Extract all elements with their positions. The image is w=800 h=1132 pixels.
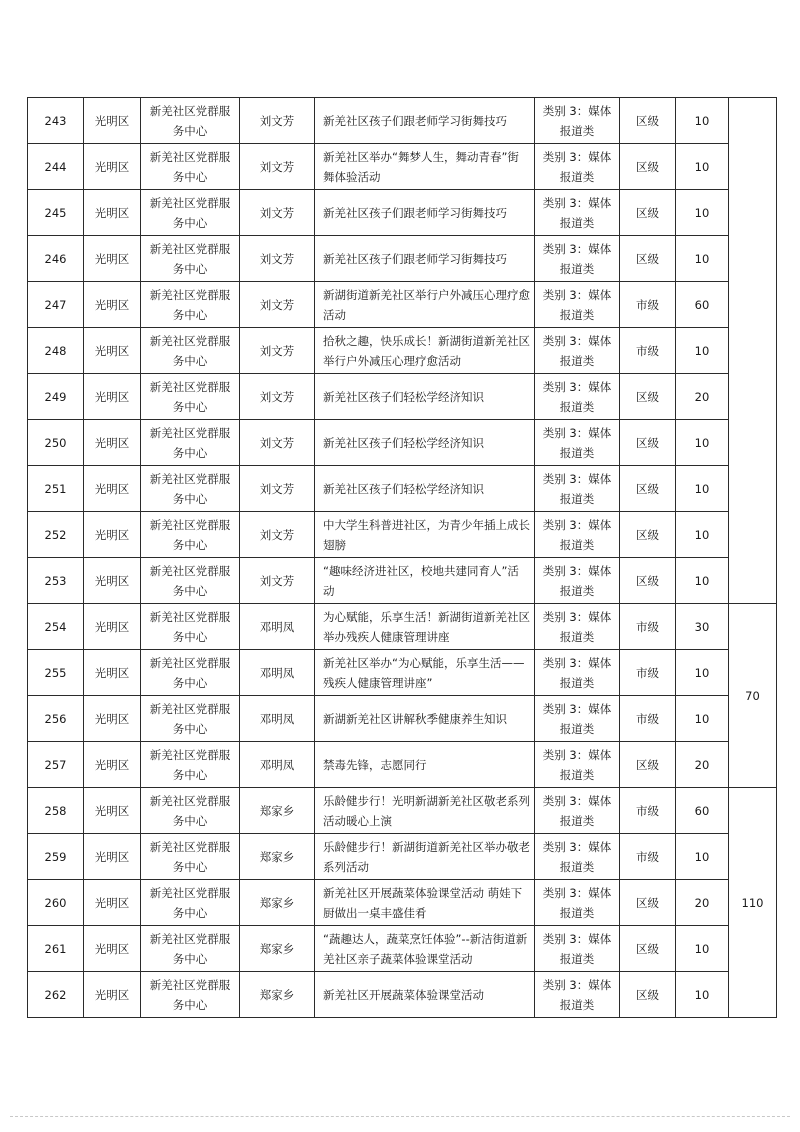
row-number-cell: 245: [28, 190, 84, 236]
table-row: [28, 650, 777, 696]
row-number-cell: 255: [28, 650, 84, 696]
person-cell: 刘文芳: [240, 374, 315, 420]
score-cell: 20: [676, 880, 729, 926]
organization-cell: 新羌社区党群服务中心: [141, 420, 240, 466]
table-row: [28, 696, 777, 742]
row-number-cell: 253: [28, 558, 84, 604]
score-cell: 60: [676, 788, 729, 834]
organization-cell: 新羌社区党群服务中心: [141, 558, 240, 604]
score-cell: 10: [676, 144, 729, 190]
person-cell: 刘文芳: [240, 328, 315, 374]
district-cell: 光明区: [84, 98, 141, 144]
row-number-cell: 260: [28, 880, 84, 926]
score-cell: 20: [676, 742, 729, 788]
table-row: [28, 236, 777, 282]
person-cell: 刘文芳: [240, 190, 315, 236]
report-title-cell: 新羌社区开展蔬菜体验课堂活动 萌娃下厨做出一桌丰盛佳肴: [315, 880, 535, 926]
level-cell: 市级: [620, 788, 676, 834]
report-title-cell: 新湖街道新羌社区举行户外减压心理疗愈活动: [315, 282, 535, 328]
row-number-cell: 259: [28, 834, 84, 880]
report-title-cell: “蔬趣达人，蔬菜烹饪体验”--新洁街道新羌社区亲子蔬菜体验课堂活动: [315, 926, 535, 972]
level-cell: 市级: [620, 604, 676, 650]
level-cell: 区级: [620, 236, 676, 282]
report-title-cell: 新羌社区开展蔬菜体验课堂活动: [315, 972, 535, 1018]
level-cell: 区级: [620, 144, 676, 190]
person-cell: 邓明凤: [240, 650, 315, 696]
person-cell: 邓明凤: [240, 696, 315, 742]
person-cell: 刘文芳: [240, 282, 315, 328]
district-cell: 光明区: [84, 144, 141, 190]
organization-cell: 新羌社区党群服务中心: [141, 466, 240, 512]
row-number-cell: 252: [28, 512, 84, 558]
organization-cell: 新羌社区党群服务中心: [141, 696, 240, 742]
organization-cell: 新羌社区党群服务中心: [141, 282, 240, 328]
report-title-cell: 新羌社区举办“为心赋能，乐享生活——残疾人健康管理讲座”: [315, 650, 535, 696]
category-cell: 类别 3：媒体报道类: [535, 374, 620, 420]
row-number-cell: 256: [28, 696, 84, 742]
organization-cell: 新羌社区党群服务中心: [141, 604, 240, 650]
score-cell: 10: [676, 466, 729, 512]
table-row: [28, 880, 777, 926]
person-cell: 郑家乡: [240, 880, 315, 926]
table-row: [28, 328, 777, 374]
row-number-cell: 262: [28, 972, 84, 1018]
report-title-cell: 乐龄健步行！新湖街道新羌社区举办敬老系列活动: [315, 834, 535, 880]
level-cell: 区级: [620, 374, 676, 420]
district-cell: 光明区: [84, 926, 141, 972]
level-cell: 市级: [620, 650, 676, 696]
person-cell: 刘文芳: [240, 420, 315, 466]
report-title-cell: 乐龄健步行！光明新湖新羌社区敬老系列活动暖心上演: [315, 788, 535, 834]
table-row: [28, 190, 777, 236]
table-row: [28, 466, 777, 512]
district-cell: 光明区: [84, 788, 141, 834]
score-cell: 10: [676, 926, 729, 972]
awards-table: [27, 97, 777, 1018]
district-cell: 光明区: [84, 512, 141, 558]
district-cell: 光明区: [84, 604, 141, 650]
organization-cell: 新羌社区党群服务中心: [141, 98, 240, 144]
level-cell: 市级: [620, 834, 676, 880]
score-cell: 10: [676, 328, 729, 374]
table-row: [28, 144, 777, 190]
row-number-cell: 244: [28, 144, 84, 190]
score-cell: 10: [676, 236, 729, 282]
table-row: [28, 98, 777, 144]
table-row: [28, 834, 777, 880]
person-cell: 邓明凤: [240, 604, 315, 650]
report-title-cell: 中大学生科普进社区，为青少年插上成长翅膀: [315, 512, 535, 558]
page-bottom-rule: [10, 1116, 790, 1117]
person-cell: 刘文芳: [240, 558, 315, 604]
row-number-cell: 249: [28, 374, 84, 420]
row-number-cell: 243: [28, 98, 84, 144]
district-cell: 光明区: [84, 650, 141, 696]
district-cell: 光明区: [84, 742, 141, 788]
level-cell: 区级: [620, 742, 676, 788]
level-cell: 市级: [620, 696, 676, 742]
organization-cell: 新羌社区党群服务中心: [141, 972, 240, 1018]
category-cell: 类别 3：媒体报道类: [535, 650, 620, 696]
table-row: [28, 558, 777, 604]
score-cell: 60: [676, 282, 729, 328]
organization-cell: 新羌社区党群服务中心: [141, 926, 240, 972]
category-cell: 类别 3：媒体报道类: [535, 466, 620, 512]
score-cell: 30: [676, 604, 729, 650]
row-number-cell: 248: [28, 328, 84, 374]
district-cell: 光明区: [84, 190, 141, 236]
table-row: [28, 420, 777, 466]
category-cell: 类别 3：媒体报道类: [535, 512, 620, 558]
report-title-cell: 新羌社区孩子们跟老师学习街舞技巧: [315, 190, 535, 236]
level-cell: 区级: [620, 420, 676, 466]
category-cell: 类别 3：媒体报道类: [535, 98, 620, 144]
score-cell: 10: [676, 190, 729, 236]
report-title-cell: “趣味经济进社区，校地共建同育人”活动: [315, 558, 535, 604]
person-cell: 郑家乡: [240, 834, 315, 880]
category-cell: 类别 3：媒体报道类: [535, 282, 620, 328]
person-cell: 郑家乡: [240, 788, 315, 834]
level-cell: 区级: [620, 98, 676, 144]
score-cell: 10: [676, 972, 729, 1018]
row-number-cell: 247: [28, 282, 84, 328]
organization-cell: 新羌社区党群服务中心: [141, 788, 240, 834]
report-title-cell: 新羌社区孩子们轻松学经济知识: [315, 466, 535, 512]
person-cell: 刘文芳: [240, 236, 315, 282]
report-title-cell: 拾秋之趣，快乐成长！新湖街道新羌社区举行户外减压心理疗愈活动: [315, 328, 535, 374]
organization-cell: 新羌社区党群服务中心: [141, 512, 240, 558]
organization-cell: 新羌社区党群服务中心: [141, 834, 240, 880]
organization-cell: 新羌社区党群服务中心: [141, 144, 240, 190]
table-row: [28, 742, 777, 788]
group-total-cell: [729, 98, 777, 604]
table-row: [28, 972, 777, 1018]
table-row: [28, 604, 777, 650]
district-cell: 光明区: [84, 880, 141, 926]
district-cell: 光明区: [84, 420, 141, 466]
level-cell: 区级: [620, 190, 676, 236]
person-cell: 刘文芳: [240, 466, 315, 512]
level-cell: 市级: [620, 282, 676, 328]
person-cell: 郑家乡: [240, 926, 315, 972]
report-title-cell: 新羌社区孩子们跟老师学习街舞技巧: [315, 98, 535, 144]
category-cell: 类别 3：媒体报道类: [535, 236, 620, 282]
score-cell: 10: [676, 98, 729, 144]
row-number-cell: 251: [28, 466, 84, 512]
person-cell: 刘文芳: [240, 98, 315, 144]
level-cell: 区级: [620, 880, 676, 926]
table-row: [28, 788, 777, 834]
row-number-cell: 257: [28, 742, 84, 788]
category-cell: 类别 3：媒体报道类: [535, 558, 620, 604]
score-cell: 10: [676, 558, 729, 604]
row-number-cell: 246: [28, 236, 84, 282]
report-title-cell: 为心赋能，乐享生活！新湖街道新羌社区举办残疾人健康管理讲座: [315, 604, 535, 650]
person-cell: 刘文芳: [240, 144, 315, 190]
category-cell: 类别 3：媒体报道类: [535, 696, 620, 742]
category-cell: 类别 3：媒体报道类: [535, 972, 620, 1018]
category-cell: 类别 3：媒体报道类: [535, 742, 620, 788]
row-number-cell: 258: [28, 788, 84, 834]
district-cell: 光明区: [84, 558, 141, 604]
table-row: [28, 926, 777, 972]
level-cell: 区级: [620, 972, 676, 1018]
organization-cell: 新羌社区党群服务中心: [141, 880, 240, 926]
category-cell: 类别 3：媒体报道类: [535, 604, 620, 650]
table-row: [28, 282, 777, 328]
category-cell: 类别 3：媒体报道类: [535, 190, 620, 236]
score-cell: 20: [676, 374, 729, 420]
score-cell: 10: [676, 834, 729, 880]
organization-cell: 新羌社区党群服务中心: [141, 328, 240, 374]
table-body: [28, 98, 777, 1018]
report-title-cell: 新羌社区举办“舞梦人生，舞动青春”街舞体验活动: [315, 144, 535, 190]
score-cell: 10: [676, 696, 729, 742]
district-cell: 光明区: [84, 282, 141, 328]
district-cell: 光明区: [84, 696, 141, 742]
report-title-cell: 禁毒先锋，志愿同行: [315, 742, 535, 788]
person-cell: 郑家乡: [240, 972, 315, 1018]
score-cell: 10: [676, 650, 729, 696]
row-number-cell: 250: [28, 420, 84, 466]
row-number-cell: 254: [28, 604, 84, 650]
organization-cell: 新羌社区党群服务中心: [141, 742, 240, 788]
district-cell: 光明区: [84, 236, 141, 282]
category-cell: 类别 3：媒体报道类: [535, 834, 620, 880]
report-title-cell: 新羌社区孩子们跟老师学习街舞技巧: [315, 236, 535, 282]
level-cell: 区级: [620, 466, 676, 512]
district-cell: 光明区: [84, 466, 141, 512]
report-title-cell: 新羌社区孩子们轻松学经济知识: [315, 420, 535, 466]
table-row: [28, 512, 777, 558]
score-cell: 10: [676, 420, 729, 466]
district-cell: 光明区: [84, 374, 141, 420]
score-cell: 10: [676, 512, 729, 558]
organization-cell: 新羌社区党群服务中心: [141, 236, 240, 282]
category-cell: 类别 3：媒体报道类: [535, 880, 620, 926]
district-cell: 光明区: [84, 972, 141, 1018]
group-total-cell: 110: [729, 788, 777, 1018]
table-row: [28, 374, 777, 420]
group-total-cell: 70: [729, 604, 777, 788]
person-cell: 邓明凤: [240, 742, 315, 788]
report-title-cell: 新羌社区孩子们轻松学经济知识: [315, 374, 535, 420]
district-cell: 光明区: [84, 328, 141, 374]
organization-cell: 新羌社区党群服务中心: [141, 374, 240, 420]
row-number-cell: 261: [28, 926, 84, 972]
level-cell: 区级: [620, 558, 676, 604]
level-cell: 区级: [620, 926, 676, 972]
category-cell: 类别 3：媒体报道类: [535, 926, 620, 972]
organization-cell: 新羌社区党群服务中心: [141, 190, 240, 236]
category-cell: 类别 3：媒体报道类: [535, 788, 620, 834]
category-cell: 类别 3：媒体报道类: [535, 328, 620, 374]
category-cell: 类别 3：媒体报道类: [535, 144, 620, 190]
report-title-cell: 新湖新羌社区讲解秋季健康养生知识: [315, 696, 535, 742]
level-cell: 市级: [620, 328, 676, 374]
organization-cell: 新羌社区党群服务中心: [141, 650, 240, 696]
category-cell: 类别 3：媒体报道类: [535, 420, 620, 466]
district-cell: 光明区: [84, 834, 141, 880]
level-cell: 区级: [620, 512, 676, 558]
person-cell: 刘文芳: [240, 512, 315, 558]
